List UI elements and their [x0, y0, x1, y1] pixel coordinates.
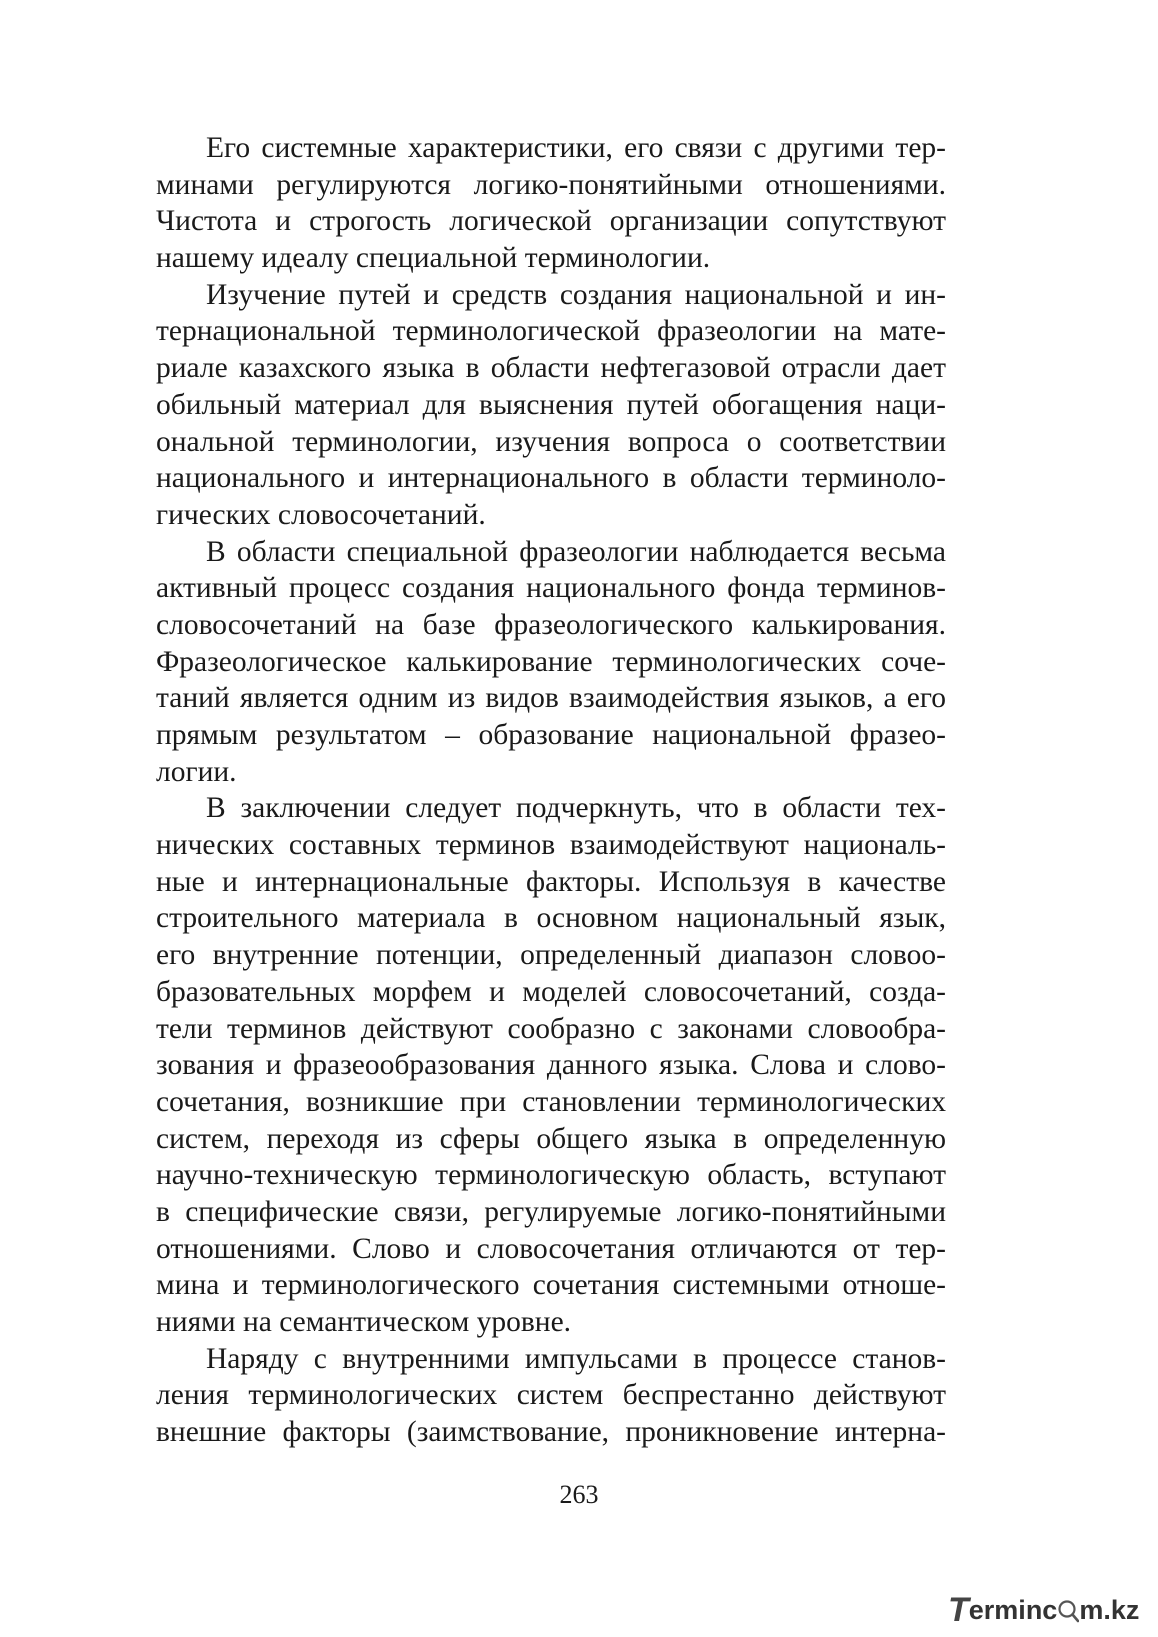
- text-line: прямым результатом – образование национальной фразео-: [156, 719, 946, 751]
- text-line: ниями на семантическом уровне.: [156, 1306, 572, 1338]
- page-body: [156, 130, 946, 1451]
- paragraph-5: [156, 1341, 946, 1451]
- text-line: Чистота и строгость логической организации сопутствуют: [156, 205, 946, 238]
- watermark-text-end: m.kz: [1079, 1595, 1140, 1625]
- text-line: таний является одним из видов взаимодействия языков, а его: [156, 682, 946, 715]
- text-line: активный процесс создания национального фонда терминов-: [156, 572, 946, 605]
- text-line: логии.: [156, 755, 237, 788]
- paragraph-4: [156, 790, 946, 1340]
- text-line: нических составных терминов взаимодействуют националь-: [156, 829, 946, 862]
- text-line: строительного материала в основном национальный язык,: [156, 902, 946, 935]
- text-line: ления терминологических систем беспрестанно действуют: [156, 1379, 946, 1412]
- text-line: в специфические связи, регулируемые логико-понятийными: [156, 1195, 946, 1228]
- text-line: Наряду с внутренними импульсами в процессе станов-: [206, 1342, 946, 1375]
- text-line: нашему идеалу специальной терминологии.: [156, 242, 711, 275]
- text-line: тели терминов действуют сообразно с законами словообра-: [156, 1012, 946, 1045]
- text-line: внешние факторы (заимствование, проникновение интерна-: [156, 1416, 946, 1449]
- text-line: национального и интернационального в области терминоло-: [156, 462, 946, 495]
- text-line: словосочетаний на базе фразеологического калькирования.: [156, 608, 946, 641]
- text-line: мина и терминологического сочетания системными отноше-: [156, 1269, 946, 1302]
- text-line: тернациональной терминологической фразеологии на мате-: [156, 315, 946, 348]
- text-line: В области специальной фразеологии наблюдается весьма: [206, 535, 946, 568]
- text-line: ональной терминологии, изучения вопроса о соответствии: [156, 425, 946, 458]
- paragraph-2: [156, 277, 946, 534]
- text-line: ные и интернациональные факторы. Используя в качестве: [156, 865, 946, 898]
- paragraph-1: [156, 130, 946, 277]
- text-line: Его системные характеристики, его связи с другими тер-: [206, 132, 946, 164]
- text-line: Фразеологическое калькирование терминологических соче-: [156, 645, 946, 678]
- text-line: бразовательных морфем и моделей словосочетаний, созда-: [156, 975, 946, 1008]
- text-line: В заключении следует подчеркнуть, что в области тех-: [206, 792, 946, 825]
- page-number: 263: [559, 1480, 599, 1509]
- text-line: гических словосочетаний.: [156, 498, 486, 531]
- text-line: риале казахского языка в области нефтегазовой отрасли дает: [156, 352, 946, 385]
- text-line: зования и фразеообразования данного языка. Слова и слово-: [156, 1049, 946, 1082]
- text-line: минами регулируются логико-понятийными отношениями.: [156, 168, 946, 201]
- site-watermark: [948, 1590, 1148, 1630]
- watermark-text-start: erminc: [968, 1595, 1058, 1625]
- paragraph-3: [156, 534, 946, 791]
- text-line: его внутренние потенции, определенный диапазон словоо-: [156, 939, 946, 972]
- watermark-letter-t: T: [948, 1591, 969, 1629]
- text-line: отношениями. Слово и словосочетания отличаются от тер-: [156, 1232, 946, 1265]
- text-line: сочетания, возникшие при становлении терминологических: [156, 1085, 946, 1118]
- text-line: обильный материал для выяснения путей обогащения наци-: [156, 388, 946, 421]
- magnifier-icon: [1057, 1590, 1079, 1630]
- text-line: систем, переходя из сферы общего языка в определенную: [156, 1122, 946, 1155]
- text-line: Изучение путей и средств создания национальной и ин-: [206, 278, 946, 311]
- text-line: научно-техническую терминологическую область, вступают: [156, 1159, 946, 1192]
